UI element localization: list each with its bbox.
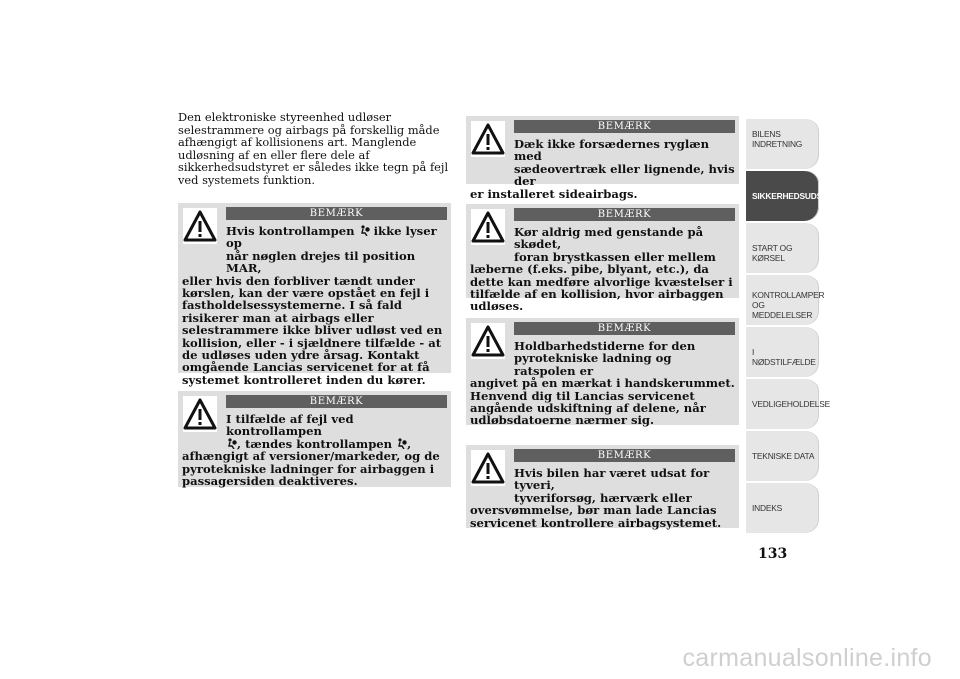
intro-paragraph: Den elektroniske styreenhed udløser selestrammere og airbags på forskellig måde afhængigt af kollisionens art. Manglende udløsning af en eller flere dele af sikkerhedsudstyret er således ikke tegn på fejl ved systemets funktion. [178,110,449,187]
note-text: Kør aldrig med genstande på skødet, [514,225,704,252]
note-body [470,138,735,200]
note-text: Holdbarhedstiderne for den [514,339,696,353]
note-text: pyrotekniske ladning og ratspolen er [514,351,672,378]
tab-label: VEDLIGEHOLDELSE [752,399,830,409]
warning-note-6 [466,445,739,528]
tab-sikkerhedsudstyr[interactable] [746,169,839,221]
tab-label: I NØDSTILFÆLDE [752,347,816,367]
watermark: carmanualsonline.info [682,644,932,672]
airbag-warning-lamp-icon [359,225,370,236]
warning-note-3 [466,116,739,201]
warning-note-1 [178,203,451,387]
tab-start-og-korsel[interactable] [746,221,819,273]
note-text: eller hvis den forbliver tændt under kørslen, kan der være opstået en fejl i fastholdelsessystemerne. I så fald risikerer man at airbags eller selestrammere ikke bliver udløst ved en kollision, eller - i sjældnere tilfælde - at de udløses uden ydre årsag. Kontakt omgående Lancias servicenet for at få systemet kontrolleret inden du kører. [182,273,443,387]
tab-label: SIKKERHEDSUDSTYR [752,191,839,201]
note-text: I tilfælde af fejl ved kontrollampen [226,412,354,439]
note-text: Hvis bilen har været udsat for tyveri, [514,466,710,493]
note-text: oversvømmelse, bør man lade Lancias servicenet kontrollere airbagsystemet. [470,503,722,530]
warning-note-4 [466,204,739,314]
tab-tekniske-data[interactable] [746,429,819,481]
tab-label: TEKNISKE DATA [752,451,815,461]
tab-label: INDEKS [752,503,782,513]
tab-bilens-indretning[interactable] [746,117,819,169]
note-text: foran brystkassen eller mellem [514,249,716,264]
tab-label: BILENS [752,129,781,139]
tab-i-nodstilfaelde[interactable] [746,325,819,377]
note-text: Dæk ikke forsædernes ryglæn med [514,137,710,164]
note-header: BEMÆRK [226,207,447,220]
note-text: tyveriforsøg, hærværk eller [514,490,692,505]
warning-note-5 [466,318,739,428]
note-text: , tændes kontrollampen [237,436,393,451]
tab-indeks[interactable] [746,481,819,533]
note-text: , [407,436,412,451]
note-text: angivet på en mærkat i handskerummet. Henvend dig til Lancias servicenet angående udskiftning af delene, når udløbsdatoerne nærmer sig. [470,376,735,428]
note-body [470,226,735,313]
note-text: når nøglen drejes til position MAR, [226,248,416,276]
note-body [182,225,447,386]
note-text: ikke lyser op [226,224,437,251]
note-body [182,413,447,487]
tab-vedligeholdelse[interactable] [746,377,830,429]
tab-label: INDRETNING [752,139,803,149]
note-body [470,340,735,427]
note-text: læberne (f.eks. pibe, blyant, etc.), da dette kan medføre alvorlige kvæstelser i tilfælde af en kollision, hvor airbaggen udløses. [470,262,733,314]
chapter-tabs [746,117,839,533]
note-text: Hvis kontrollampen [226,224,355,238]
warning-note-2 [178,391,451,487]
note-header: BEMÆRK [226,395,447,408]
note-body [470,467,735,529]
tab-kontrollamper[interactable] [746,273,825,325]
tab-label: START OG KØRSEL [752,243,793,263]
note-header: BEMÆRK [514,208,735,221]
page-number: 133 [758,546,788,562]
note-header: BEMÆRK [514,322,735,335]
note-text: sædeovertræk eller lignende, hvis der [514,161,735,189]
note-header: BEMÆRK [514,449,735,462]
tab-label: OG MEDDELELSER [752,300,813,320]
airbag-warning-lamp-icon [226,438,237,449]
tab-label: KONTROLLAMPER [752,290,825,300]
note-text: er installeret sideairbags. [470,186,638,201]
note-text: afhængigt af versioner/markeder, og de pyrotekniske ladninger for airbaggen i passagersiden deaktiveres. [182,449,440,489]
airbag-warning-lamp-icon [396,438,407,449]
note-header: BEMÆRK [514,120,735,133]
